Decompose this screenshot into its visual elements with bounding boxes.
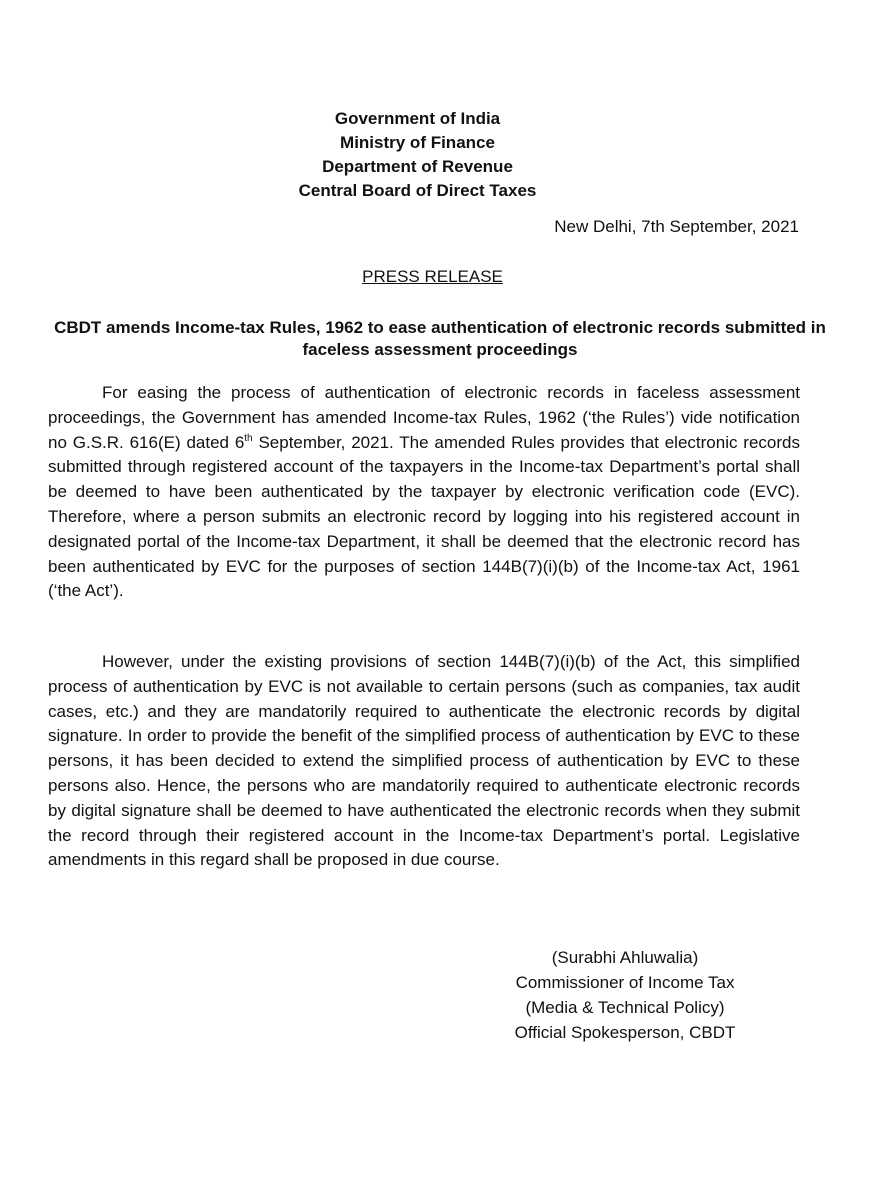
dateline: New Delhi, 7th September, 2021 xyxy=(554,217,799,236)
signature-block xyxy=(490,945,760,1045)
paragraph-1-text-a: For easing the process of authentication of electronic records in faceless assessment proceedings, the Government has amended Income-tax Rules, 1962 (‘the Rules’) vide notification no G.S.R. 616(E) dated 6 xyxy=(48,383,800,452)
signatory-unit: (Media & Technical Policy) xyxy=(525,998,725,1017)
signatory-title: Commissioner of Income Tax xyxy=(515,973,735,992)
ordinal-superscript: th xyxy=(244,432,253,444)
header-board: Central Board of Direct Taxes xyxy=(298,181,537,200)
header-government: Government of India xyxy=(334,109,501,128)
issuing-authority-header xyxy=(0,107,875,203)
signatory-role: Official Spokesperson, CBDT xyxy=(514,1023,736,1042)
body-paragraph-2: However, under the existing provisions of section 144B(7)(i)(b) of the Act, this simplified process of authentication by EVC is not available to certain persons (such as companies, tax audit cases, etc.) and they are mandatorily required to authenticate the electronic records by digital signature. In order to provide the benefit of the simplified process of authentication by EVC to these persons, it has been decided to extend the simplified process of authentication by EVC to these persons also. Hence, the persons who are mandatorily required to authenticate electronic records by digital signature shall be deemed to have authenticated the electronic records when they submit the record through their registered account in the Income-tax Department’s portal. Legislative amendments in this regard shall be proposed in due course. xyxy=(48,652,800,870)
press-release-label: PRESS RELEASE xyxy=(362,267,503,286)
subject-heading: CBDT amends Income-tax Rules, 1962 to ease authentication of electronic records submitted in faceless assessment proceedings xyxy=(54,318,826,359)
signatory-name: (Surabhi Ahluwalia) xyxy=(551,948,699,967)
header-ministry: Ministry of Finance xyxy=(340,133,495,152)
document-type-heading xyxy=(0,266,875,288)
body-paragraph-1 xyxy=(48,381,800,604)
paragraph-1-text-b: September, 2021. The amended Rules provides that electronic records submitted through registered account of the taxpayers in the Income-tax Department’s portal shall be deemed to have been authenticated by the taxpayer by electronic verification code (EVC). Therefore, where a person submits an electronic record by logging into his registered account in designated portal of the Income-tax Department, it shall be deemed that the electronic record has been authenticated by EVC for the purposes of section 144B(7)(i)(b) of the Income-tax Act, 1961 (‘the Act’). xyxy=(48,432,800,601)
header-department: Department of Revenue xyxy=(322,157,513,176)
